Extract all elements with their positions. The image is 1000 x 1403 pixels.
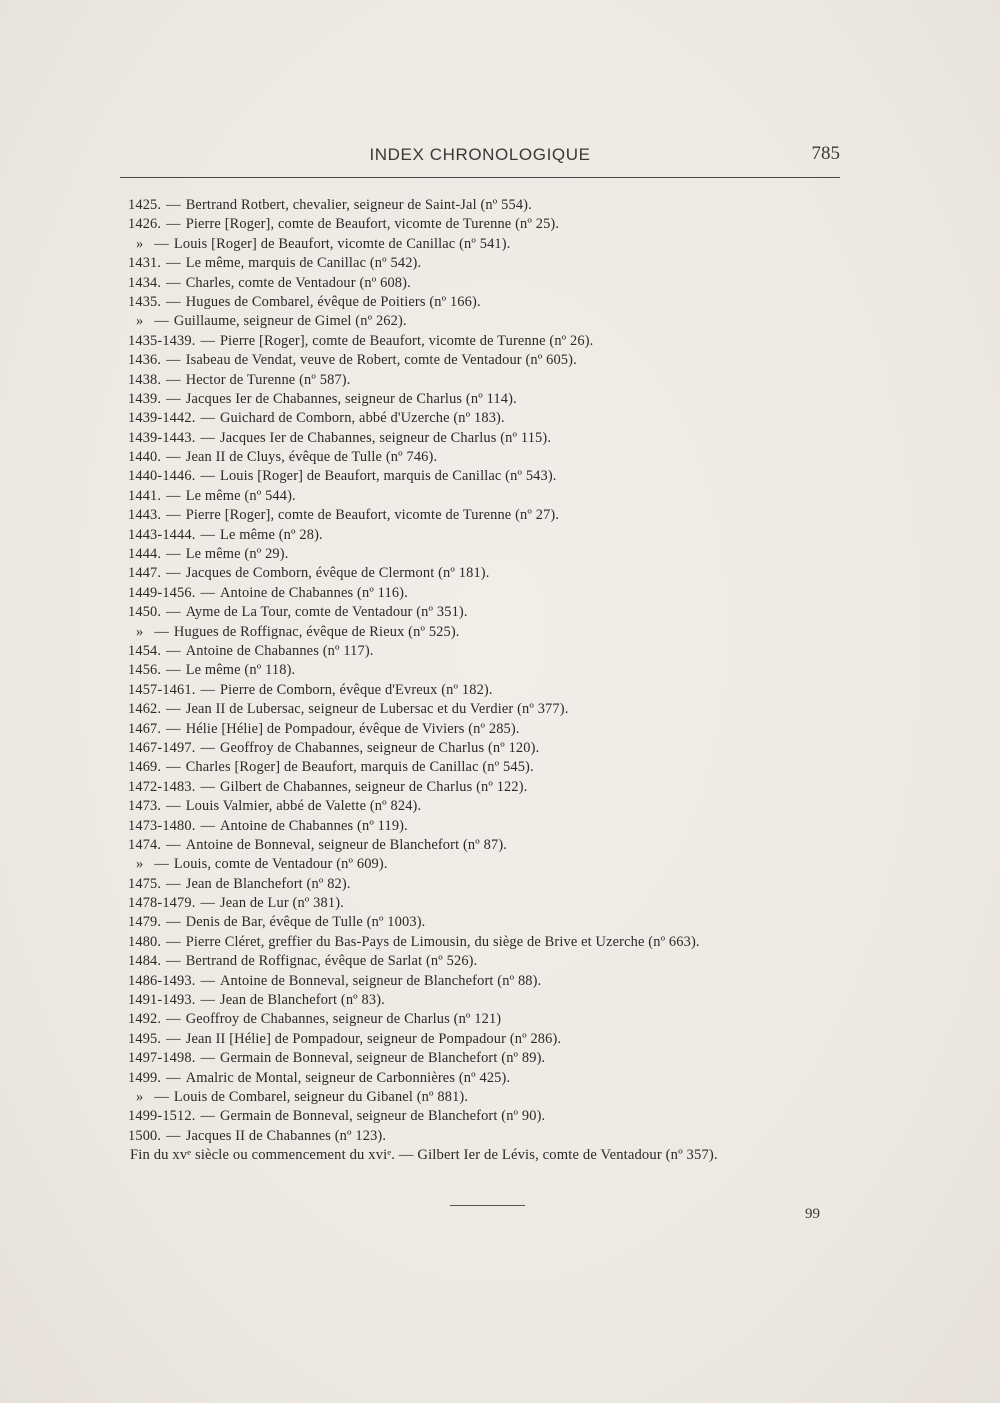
entry-separator: — [166,1127,181,1144]
entry-date: 1495. [128,1030,162,1047]
entry-text: Antoine de Chabannes (nº 117). [185,642,374,659]
index-entry [128,661,868,680]
index-entry [128,623,868,642]
entry-date: 1443-1444. [128,526,196,543]
entry-date: » [136,623,144,640]
entry-separator: — [166,507,181,524]
index-entry [128,235,868,254]
entry-date: 1486-1493. [128,972,196,989]
index-entry [128,758,868,777]
entry-text: Jacques II de Chabannes (nº 123). [185,1127,387,1144]
entry-separator: — [154,313,169,330]
entry-date: 1447. [128,565,162,582]
end-rule [450,1205,525,1206]
entry-text: Pierre [Roger], comte de Beaufort, vicomte de Turenne (nº 26). [220,332,594,349]
index-entry [128,875,868,894]
entry-text: Germain de Bonneval, seigneur de Blanchefort (nº 89). [220,1050,546,1067]
entry-text: Charles [Roger] de Beaufort, marquis de Canillac (nº 545). [185,759,534,776]
entry-text: Le même (nº 29). [185,546,289,563]
entry-text: Antoine de Bonneval, seigneur de Blanchefort (nº 87). [185,836,508,853]
entry-date: 1440-1446. [128,468,196,485]
entry-text: Geoffroy de Chabannes, seigneur de Charlus (nº 121) [185,1011,502,1028]
entry-separator: — [200,584,215,601]
entry-text: Le même (nº 544). [185,487,296,504]
entry-text: Gilbert de Chabannes, seigneur de Charlus (nº 122). [220,778,528,795]
index-entry [128,1049,868,1068]
entry-separator: — [154,235,169,252]
entry-text: Louis de Combarel, seigneur du Gibanel (nº 881). [173,1088,469,1105]
entry-text: Bertrand Rotbert, chevalier, seigneur de Saint-Jal (nº 554). [185,197,532,213]
entry-date: 1439-1442. [128,410,196,427]
entry-separator: — [166,1069,181,1086]
entry-text: Hélie [Hélie] de Pompadour, évêque de Viviers (nº 285). [185,720,520,737]
index-entry [128,196,868,215]
entry-text: Hugues de Roffignac, évêque de Rieux (nº 525). [173,623,460,640]
entry-text: Pierre de Comborn, évêque d'Evreux (nº 182). [220,681,493,698]
entry-date: 1443. [128,507,162,524]
entry-text: Jean de Lur (nº 381). [220,895,344,912]
entry-date: 1444. [128,546,162,563]
entry-date: 1436. [128,352,162,369]
entry-date: 1457-1461. [128,681,196,698]
index-entry [128,952,868,971]
entry-date: 1438. [128,371,162,388]
index-entry [128,487,868,506]
entry-separator: — [200,739,215,756]
header-rule [120,177,840,178]
entry-separator: — [166,487,181,504]
index-entry [128,332,868,351]
index-entry [128,564,868,583]
entry-separator: — [200,1050,215,1067]
entry-separator: — [166,662,181,679]
entry-text: Louis Valmier, abbé de Valette (nº 824). [185,798,422,815]
entry-text: Guichard de Comborn, abbé d'Uzerche (nº 183). [220,410,505,427]
entry-text: Le même (nº 28). [220,526,323,543]
entry-separator: — [166,759,181,776]
entry-separator: — [166,604,181,621]
entry-text: Pierre [Roger], comte de Beaufort, vicomte de Turenne (nº 27). [185,507,560,524]
entry-date: 1475. [128,875,162,892]
entry-date: 1473-1480. [128,817,196,834]
entry-date: 1462. [128,701,162,718]
index-entry [128,293,868,312]
entry-separator: — [154,1088,169,1105]
entry-separator: — [166,390,181,407]
entry-date: 1439-1443. [128,429,196,446]
entry-separator: — [200,778,215,795]
entry-text: Hugues de Combarel, évêque de Poitiers (nº 166). [185,293,481,310]
index-entry [128,409,868,428]
entry-date: 1450. [128,604,162,621]
entry-text: Antoine de Chabannes (nº 116). [220,584,408,601]
entry-separator: — [200,817,215,834]
entry-separator: — [166,1030,181,1047]
entry-text: Antoine de Bonneval, seigneur de Blanchefort (nº 88). [220,972,542,989]
entry-separator: — [166,798,181,815]
entry-separator: — [200,972,215,989]
entry-date: » [136,856,144,873]
entry-text: Jean II de Lubersac, seigneur de Lubersac et du Verdier (nº 377). [185,701,569,718]
entry-separator: — [166,255,181,272]
entry-separator: — [166,642,181,659]
index-entry-final: Fin du xvᵉ siècle ou commencement du xviᵉ. — Gilbert Ier de Lévis, comte de Ventadour (nº 357). [130,1147,718,1164]
entry-separator: — [200,895,215,912]
index-entry [128,390,868,409]
entry-separator: — [166,293,181,310]
entry-text: Louis [Roger] de Beaufort, marquis de Canillac (nº 543). [220,468,557,485]
index-entry [128,681,868,700]
index-entry [128,312,868,331]
entry-date: 1449-1456. [128,584,196,601]
page-header [120,145,840,177]
index-entry [128,351,868,370]
entry-date: 1454. [128,642,162,659]
index-entry [128,894,868,913]
entry-date: 1492. [128,1011,162,1028]
entry-text: Louis [Roger] de Beaufort, vicomte de Canillac (nº 541). [173,235,511,252]
index-entry [128,913,868,932]
entry-text: Hector de Turenne (nº 587). [185,371,351,388]
entry-text: Jean II [Hélie] de Pompadour, seigneur de Pompadour (nº 286). [185,1030,562,1047]
entry-date: 1434. [128,274,162,291]
index-entry [128,371,868,390]
entry-separator: — [200,1108,215,1125]
index-entry [128,972,868,991]
entry-date: 1431. [128,255,162,272]
running-title: INDEX CHRONOLOGIQUE [369,145,591,164]
entry-text: Jean de Blanchefort (nº 82). [185,875,351,892]
entry-date: 1491-1493. [128,992,196,1009]
index-entry [128,254,868,273]
entry-date: 1435-1439. [128,332,196,349]
entry-text: Jacques Ier de Chabannes, seigneur de Charlus (nº 115). [220,429,552,446]
entry-separator: — [166,352,181,369]
index-entry [128,817,868,836]
entry-separator: — [166,371,181,388]
index-entry [128,720,868,739]
entry-text: Ayme de La Tour, comte de Ventadour (nº 351). [185,604,468,621]
entry-text: Jacques Ier de Chabannes, seigneur de Charlus (nº 114). [185,390,517,407]
index-entry [128,855,868,874]
entry-date: 1499-1512. [128,1108,196,1125]
index-entry [128,739,868,758]
index-entry [128,429,868,448]
entry-text: Pierre [Roger], comte de Beaufort, vicomte de Turenne (nº 25). [185,216,560,233]
index-entry [128,545,868,564]
index-entry [128,1088,868,1107]
entry-separator: — [166,875,181,892]
entry-date: 1479. [128,914,162,931]
index-entry [128,778,868,797]
index-entry [128,1010,868,1029]
entry-separator: — [200,992,215,1009]
index-entry [128,274,868,293]
entry-separator: — [154,856,169,873]
entry-text: Louis, comte de Ventadour (nº 609). [173,856,388,873]
entry-date: 1472-1483. [128,778,196,795]
entry-date: 1474. [128,836,162,853]
entry-date: 1478-1479. [128,895,196,912]
entry-separator: — [166,933,181,950]
index-entry [128,1069,868,1088]
index-entry [128,933,868,952]
entry-separator: — [166,720,181,737]
entry-text: Antoine de Chabannes (nº 119). [220,817,408,834]
entry-date: 1467. [128,720,162,737]
index-entry [128,642,868,661]
entry-date: 1473. [128,798,162,815]
entry-separator: — [166,449,181,466]
entry-text: Amalric de Montal, seigneur de Carbonnières (nº 425). [185,1069,511,1086]
entry-text: Le même, marquis de Canillac (nº 542). [185,255,422,272]
index-entry [128,584,868,603]
index-entry [128,526,868,545]
entry-separator: — [200,468,215,485]
entry-text: Pierre Cléret, greffier du Bas-Pays de Limousin, du siège de Brive et Uzerche (nº 663). [185,933,700,950]
entry-separator: — [154,623,169,640]
entry-text: Jacques de Comborn, évêque de Clermont (nº 181). [185,565,490,582]
entry-text: Charles, comte de Ventadour (nº 608). [185,274,411,291]
entry-date: » [136,1088,144,1105]
entry-separator: — [166,216,181,233]
entry-separator: — [200,526,215,543]
entry-date: 1469. [128,759,162,776]
index-entry [128,448,868,467]
entry-text: Le même (nº 118). [185,662,296,679]
entry-text: Denis de Bar, évêque de Tulle (nº 1003). [185,914,426,931]
entry-separator: — [166,565,181,582]
entry-date: 1426. [128,216,162,233]
entry-separator: — [166,197,181,213]
entry-separator: — [200,410,215,427]
entry-separator: — [200,332,215,349]
index-entry [128,215,868,234]
entry-text: Bertrand de Roffignac, évêque de Sarlat (nº 526). [185,953,478,970]
entry-date: 1456. [128,662,162,679]
entry-date: 1497-1498. [128,1050,196,1067]
index-entry [128,1107,868,1126]
index-entry [128,1127,868,1146]
entry-separator: — [166,546,181,563]
index-entry [128,1030,868,1049]
entry-date: 1439. [128,390,162,407]
entry-date: 1484. [128,953,162,970]
signature-mark: 99 [805,1206,820,1222]
entry-date: 1440. [128,449,162,466]
index-entry [128,506,868,525]
index-entry [128,700,868,719]
entry-separator: — [200,429,215,446]
entry-date: 1425. [128,197,162,213]
entry-date: 1480. [128,933,162,950]
entry-separator: — [166,274,181,291]
entry-text: Germain de Bonneval, seigneur de Blanchefort (nº 90). [220,1108,546,1125]
index-entry [128,991,868,1010]
entry-separator: — [200,681,215,698]
page-number: 785 [811,143,840,164]
entry-text: Jean de Blanchefort (nº 83). [220,992,385,1009]
entry-date: » [136,313,144,330]
index-entry [128,797,868,816]
entry-separator: — [166,836,181,853]
entry-date: 1467-1497. [128,739,196,756]
entry-text: Jean II de Cluys, évêque de Tulle (nº 746). [185,449,438,466]
entry-separator: — [166,1011,181,1028]
index-entry [128,836,868,855]
entry-date: 1441. [128,487,162,504]
entry-text: Isabeau de Vendat, veuve de Robert, comte de Ventadour (nº 605). [185,352,577,369]
entry-date: 1500. [128,1127,162,1144]
entry-separator: — [166,953,181,970]
entry-text: Guillaume, seigneur de Gimel (nº 262). [173,313,407,330]
index-entry [128,467,868,486]
entry-date: » [136,235,144,252]
entry-date: 1499. [128,1069,162,1086]
entry-separator: — [166,914,181,931]
chronological-index-list [128,196,868,1166]
index-entry [128,603,868,622]
entry-date: 1435. [128,293,162,310]
entry-separator: — [166,701,181,718]
entry-text: Geoffroy de Chabannes, seigneur de Charlus (nº 120). [220,739,540,756]
